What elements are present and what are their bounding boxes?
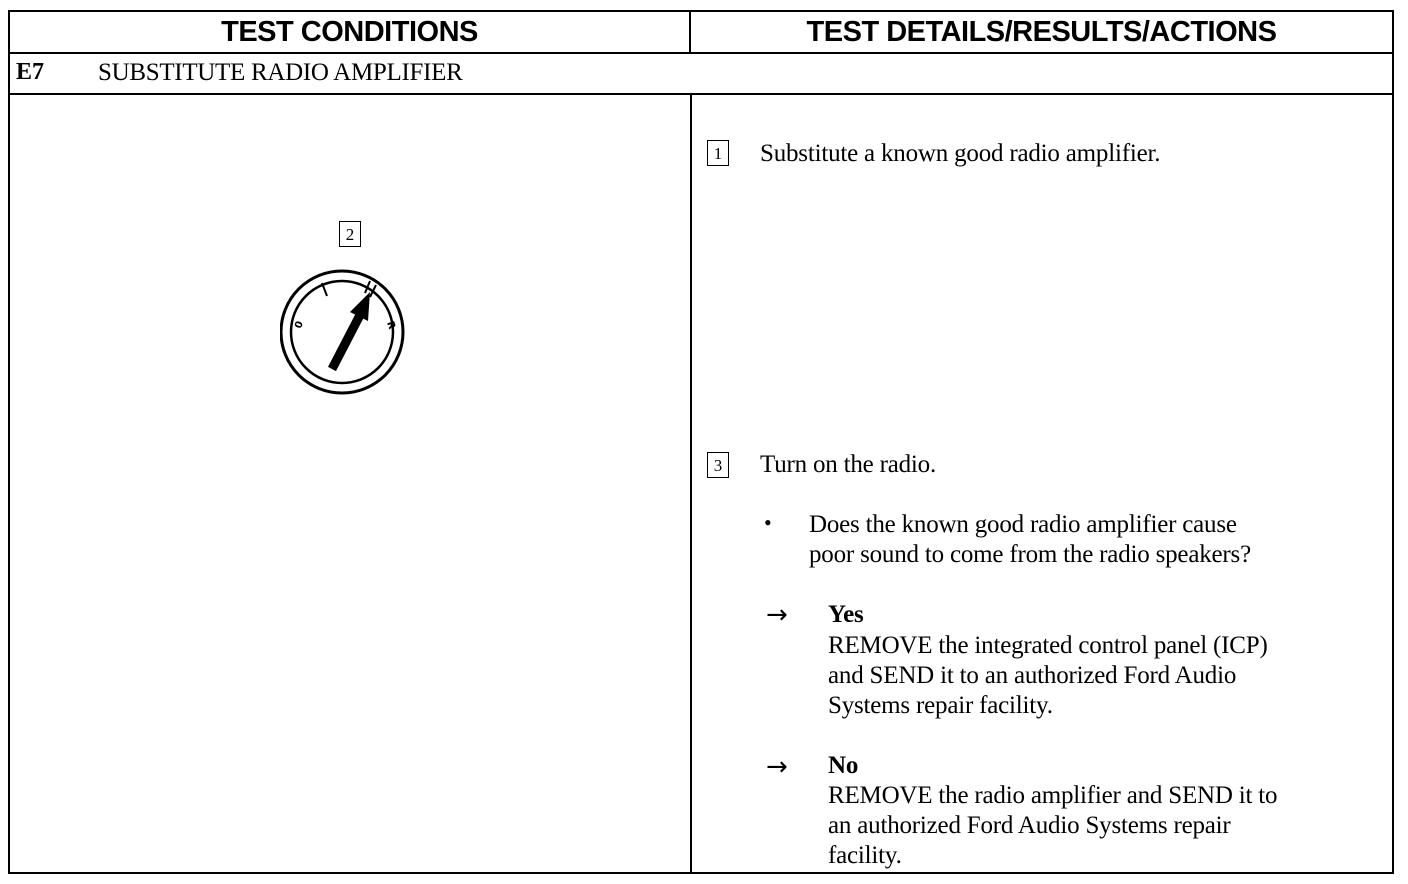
column-divider [690,95,692,872]
test-table [8,10,1394,874]
step-3-text: Turn on the radio. [760,451,937,478]
question-bullet: • [764,510,772,535]
ignition-switch-icon [280,217,420,407]
step-1-callout: 1 [707,140,729,166]
no-line-3: facility. [828,842,902,869]
step-title-row [10,54,1392,92]
no-arrow-icon: → [766,752,788,782]
step-title: SUBSTITUTE RADIO AMPLIFIER [98,59,463,86]
question-line-2: poor sound to come from the radio speakers? [809,541,1251,568]
yes-label: Yes [828,601,864,628]
mark-off: 0 [293,319,306,331]
header-test-details: TEST DETAILS/RESULTS/ACTIONS [806,16,1277,48]
title-divider [10,93,1392,95]
yes-line-2: and SEND it to an authorized Ford Audio [828,662,1237,689]
yes-line-3: Systems repair facility. [828,692,1053,719]
step-id: E7 [16,59,45,85]
step-1-text: Substitute a known good radio amplifier. [760,140,1161,167]
yes-arrow-icon: → [766,600,788,630]
no-line-1: REMOVE the radio amplifier and SEND it to [828,782,1278,809]
mark-run: R [384,319,398,331]
callout-2: 2 [339,221,361,247]
ignition-illustration [280,217,420,407]
no-label: No [828,752,859,779]
yes-line-1: REMOVE the integrated control panel (ICP) [828,632,1268,659]
question-line-1: Does the known good radio amplifier cause [809,511,1237,538]
step-3-callout: 3 [707,452,729,478]
header-test-conditions: TEST CONDITIONS [10,12,691,52]
no-line-2: an authorized Ford Audio Systems repair [828,812,1231,839]
